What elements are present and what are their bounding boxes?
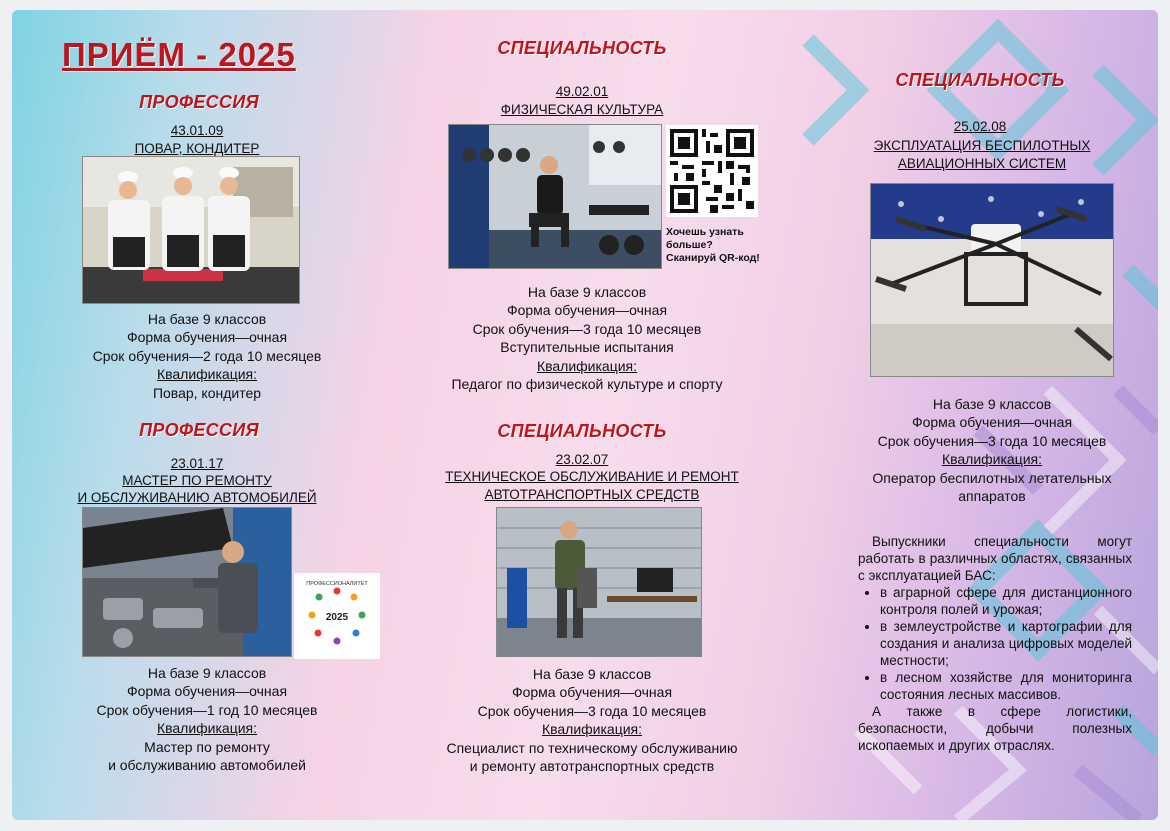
profession-name-1: ПОВАР, КОНДИТЕР [134,141,260,156]
specialty-heading-1: СПЕЦИАЛЬНОСТЬ [497,38,667,58]
qr-code-icon[interactable] [666,125,758,217]
qr-caption-line-3: Сканируй QR-код! [666,252,760,264]
base-text: На базе 9 классов [932,396,1052,412]
logo-year: 2025 [325,612,349,623]
qualification-text-1: Специалист по техническому обслуживанию [446,739,738,756]
profession-name-2a: МАСТЕР ПО РЕМОНТУ [122,473,272,488]
specialty-name-2a: ТЕХНИЧЕСКОЕ ОБСЛУЖИВАНИЕ И РЕМОНТ [445,469,739,484]
base-text: На базе 9 классов [527,284,647,300]
qualification-text: Педагог по физической культуре и спорту [451,376,723,393]
specialty-code-3: 25.02.08 [953,119,1007,134]
cooks-photo [82,156,300,304]
base-text: На базе 9 классов [147,311,267,327]
profession-code-2: 23.01.17 [170,456,224,471]
qualification-text: Повар, кондитер [152,384,262,401]
qualification-label: Квалификация: [156,366,258,383]
qualification-label: Квалификация: [536,357,638,374]
form-text: Форма обучения—очная [506,302,668,319]
term-text: Срок обучения—3 года 10 месяцев [477,702,707,719]
profession-heading-1: ПРОФЕССИЯ [139,92,259,112]
specialty-info-1 [422,283,752,393]
term-text: Срок обучения—2 года 10 месяцев [92,347,322,364]
base-text: На базе 9 классов [147,665,267,681]
qualification-text-2: и ремонту автотранспортных средств [469,758,715,775]
specialty-info-3 [842,395,1142,505]
form-text: Форма обучения—очная [911,414,1073,431]
auto-service-photo [496,507,702,657]
form-text: Форма обучения—очная [511,684,673,701]
mechanic-photo [82,507,292,657]
qualification-text-1: Мастер по ремонту [144,738,270,755]
list-item: • в лесном хозяйстве для мониторинга состояния лесных массивов. [880,669,1132,703]
profession-info-1 [62,310,352,402]
graduates-description [858,533,1132,754]
profession-info-2 [62,664,352,774]
exam-text: Вступительные испытания [500,339,674,356]
term-text: Срок обучения—3 года 10 месяцев [472,320,702,337]
specialty-name-3a: ЭКСПЛУАТАЦИЯ БЕСПИЛОТНЫХ [873,138,1091,153]
page-title: ПРИЁМ - 2025 [62,36,296,73]
drone-photo [870,183,1114,377]
form-text: Форма обучения—очная [126,329,288,346]
specialty-code-2: 23.02.07 [555,452,609,467]
profession-code-1: 43.01.09 [170,123,224,138]
qualification-label: Квалификация: [541,721,643,738]
profession-heading-2: ПРОФЕССИЯ [139,420,259,440]
qr-caption-line-1: Хочешь узнать [666,226,744,238]
specialty-name-1: ФИЗИЧЕСКАЯ КУЛЬТУРА [500,102,664,117]
qr-caption-line-2: больше? [666,239,713,251]
specialty-name-3b: АВИАЦИОННЫХ СИСТЕМ [897,156,1067,171]
specialty-name-2b: АВТОТРАНСПОРТНЫХ СРЕДСТВ [484,487,700,502]
logo-text: ПРОФЕССИОНАЛИТЕТ [306,581,368,587]
graduates-list [858,584,1132,703]
base-text: На базе 9 классов [532,666,652,682]
specialty-code-1: 49.02.01 [555,84,609,99]
specialty-heading-3: СПЕЦИАЛЬНОСТЬ [895,70,1065,90]
qualification-text-2: и обслуживанию автомобилей [108,757,306,774]
graduates-intro: Выпускники специальности могут работать в различных областях, связанных с эксплуатацией БАС: [858,534,1132,583]
professionalitet-logo-icon [294,573,380,659]
term-text: Срок обучения—1 год 10 месяцев [96,701,318,718]
graduates-outro: А также в сфере логистики, безопасности, добычи полезных ископаемых и других отраслях. [858,704,1132,753]
qualification-text-1: Оператор беспилотных летательных [872,469,1112,486]
qualification-label: Квалификация: [156,720,258,737]
gym-photo [448,124,662,269]
term-text: Срок обучения—3 года 10 месяцев [877,432,1107,449]
qr-caption [666,226,776,265]
specialty-heading-2: СПЕЦИАЛЬНОСТЬ [497,421,667,441]
list-item: • в землеустройстве и картографии для создания и анализа цифровых моделей местности; [880,618,1132,669]
qualification-text-2: аппаратов [958,488,1026,505]
form-text: Форма обучения—очная [126,683,288,700]
qualification-label: Квалификация: [941,451,1043,468]
profession-name-2b: И ОБСЛУЖИВАНИЮ АВТОМОБИЛЕЙ [77,490,317,505]
brochure [12,10,1158,820]
list-item: • в аграрной сфере для дистанционного контроля полей и урожая; [880,584,1132,618]
specialty-info-2 [412,665,772,775]
